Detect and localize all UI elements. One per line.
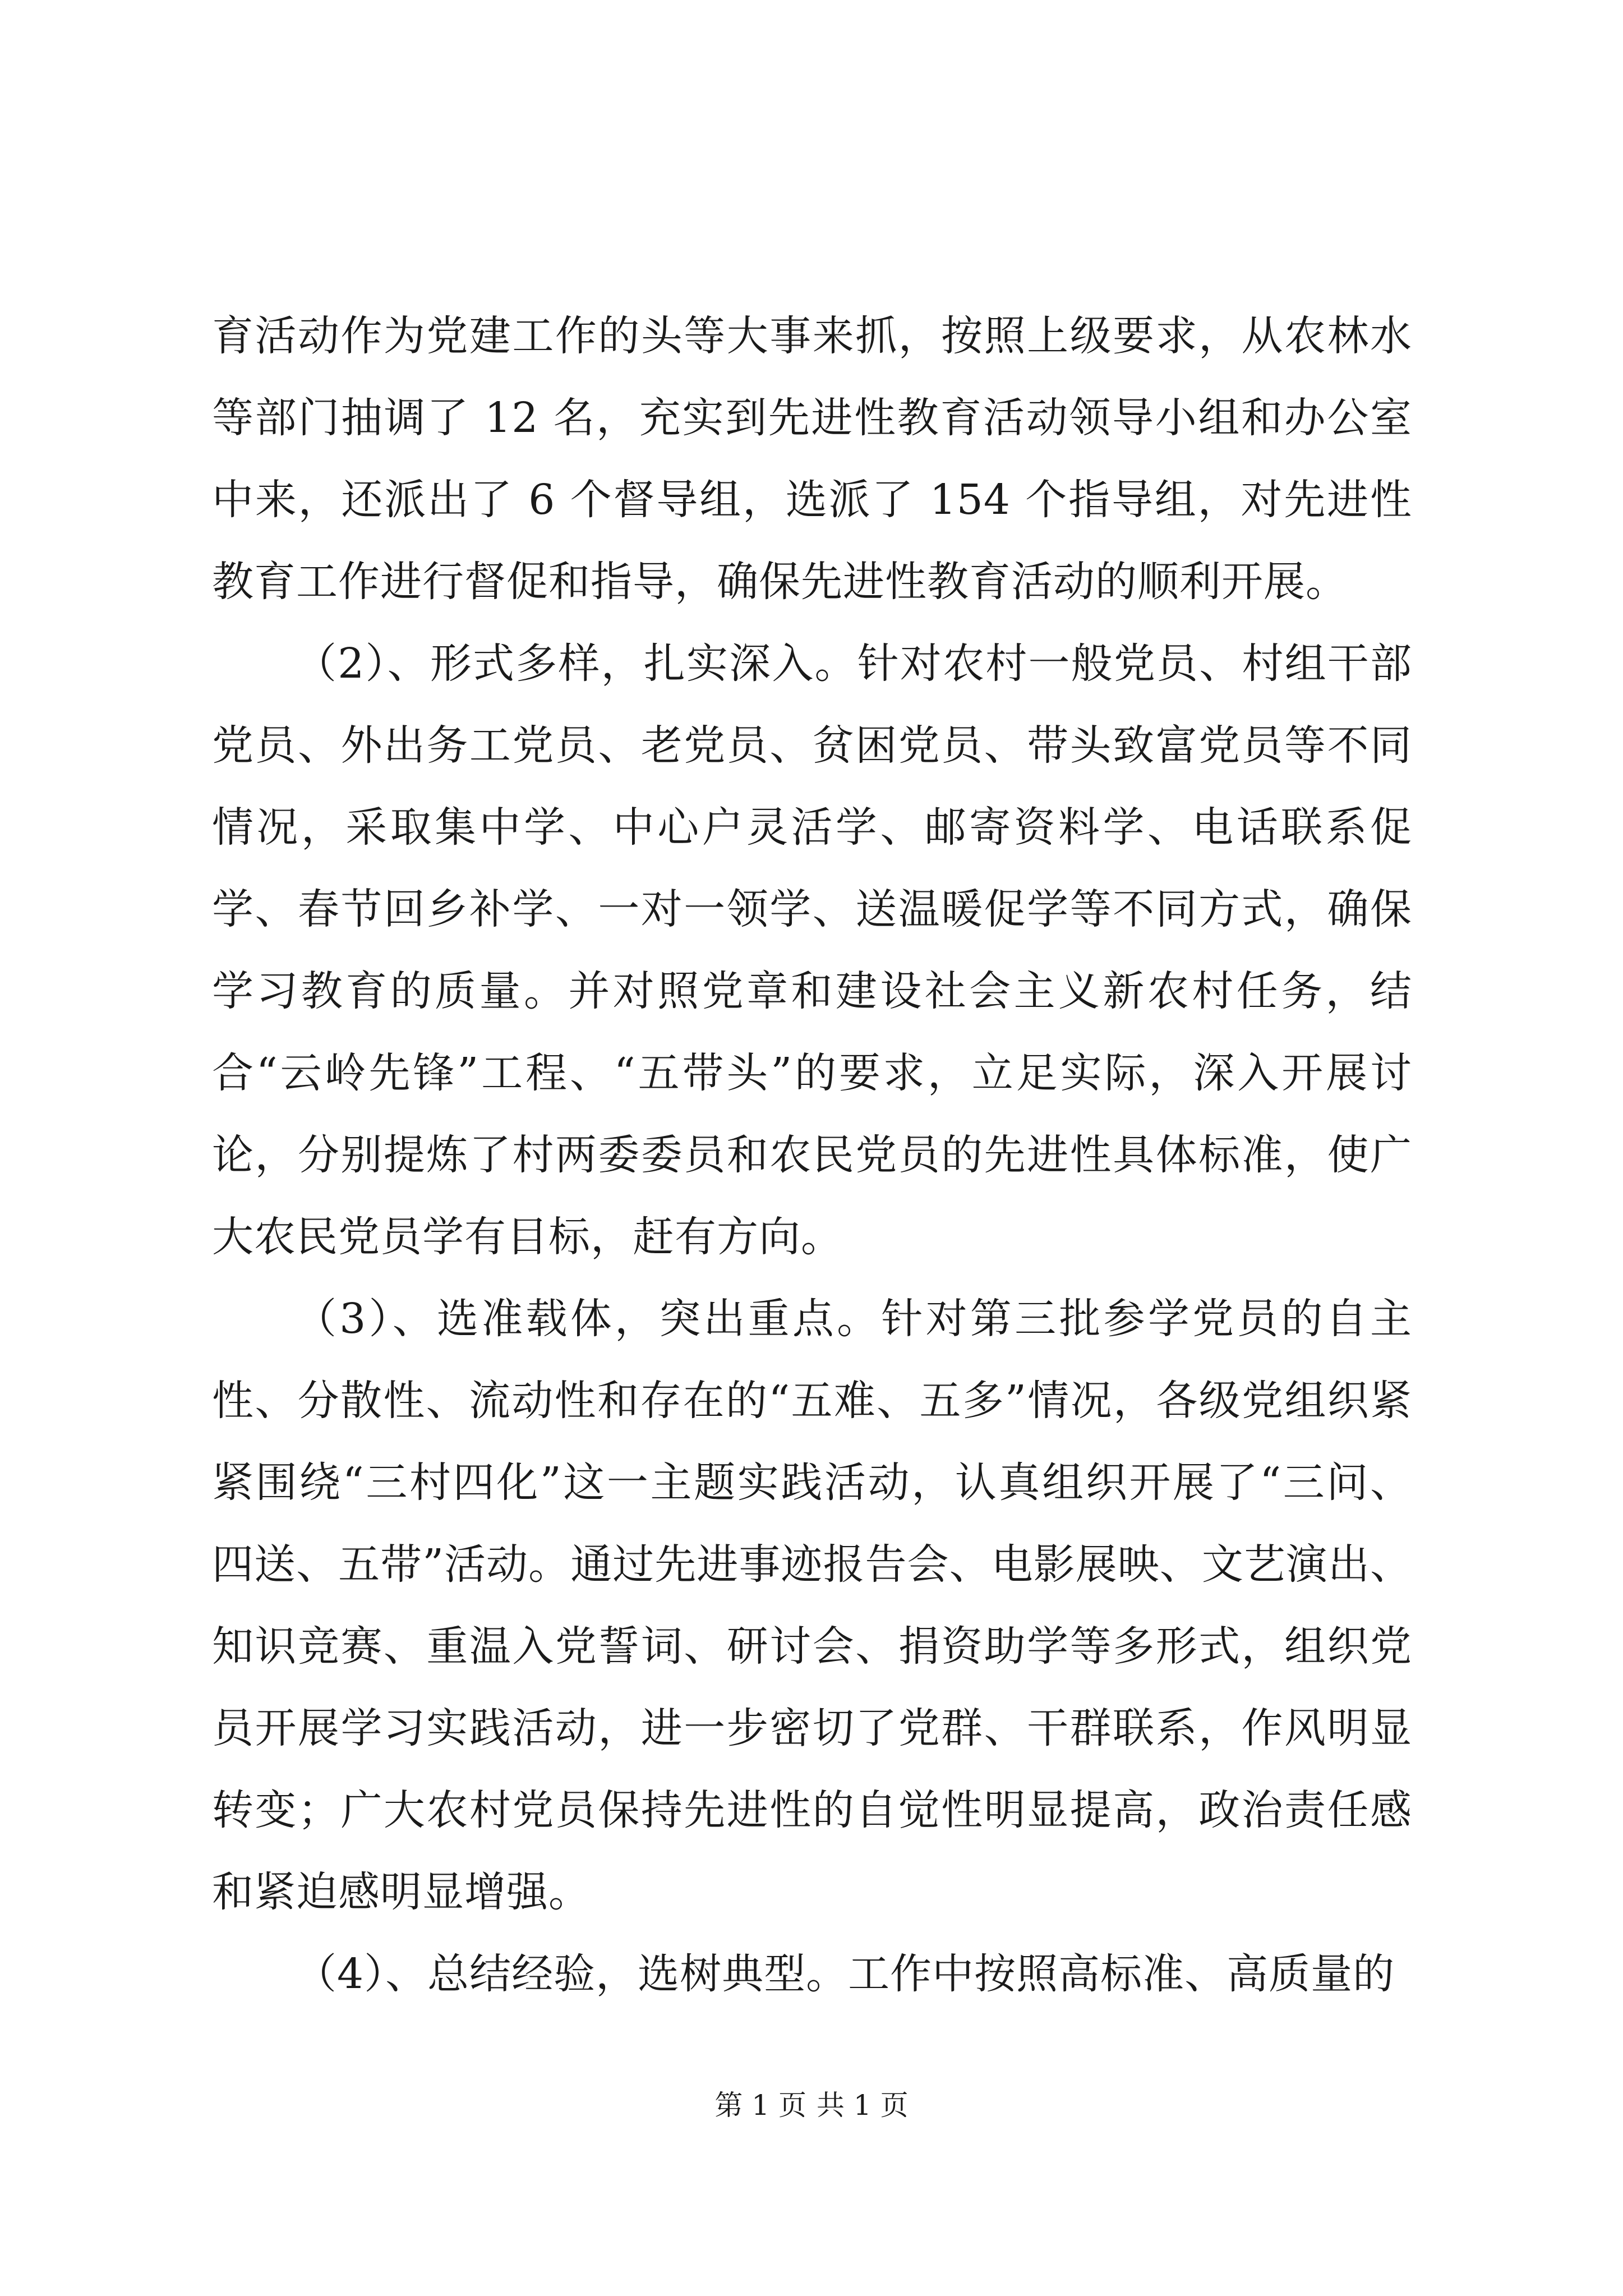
page-total: 共 1 页 [817,2089,909,2122]
page-number: 第 1 页 [714,2089,806,2122]
paragraph-item-3: （3）、选准载体，突出重点。针对第三批参学党员的自主性、分散性、流动性和存在的“五难、五多”情况，各级党组织紧紧围绕“三村四化”这一主题实践活动，认真组织开展了“三问、四送、五带”活动。通过先进事迹报告会、电影展映、文艺演出、知识竞赛、重温入党誓词、研讨会、捐资助学等多形式，组织党员开展学习实践活动，进一步密切了党群、干群联系，作风明显转变；广大农村党员保持先进性的自觉性明显提高，政治责任感和紧迫感明显增强。 [212,1295,1412,1916]
paragraph-continuation: 育活动作为党建工作的头等大事来抓，按照上级要求，从农林水等部门抽调了 12 名，充实到先进性教育活动领导小组和办公室中来，还派出了 6 个督导组，选派了 154 个指导组，对先进性教育工作进行督促和指导，确保先进性教育活动的顺利开展。 [212,312,1412,606]
paragraph-item-4: （4）、总结经验，选树典型。工作中按照高标准、高质量的 [295,1950,1395,1998]
paragraph-item-2: （2）、形式多样，扎实深入。针对农村一般党员、村组干部党员、外出务工党员、老党员、贫困党员、带头致富党员等不同情况，采取集中学、中心户灵活学、邮寄资料学、电话联系促学、春节回乡补学、一对一领学、送温暖促学等不同方式，确保学习教育的质量。并对照党章和建设社会主义新农村任务，结合“云岭先锋”工程、“五带头”的要求，立足实际，深入开展讨论，分别提炼了村两委委员和农民党员的先进性具体标准，使广大农民党员学有目标，赶有方向。 [212,639,1412,1261]
page-footer [0,2086,1623,2125]
document-body [212,295,1412,2015]
